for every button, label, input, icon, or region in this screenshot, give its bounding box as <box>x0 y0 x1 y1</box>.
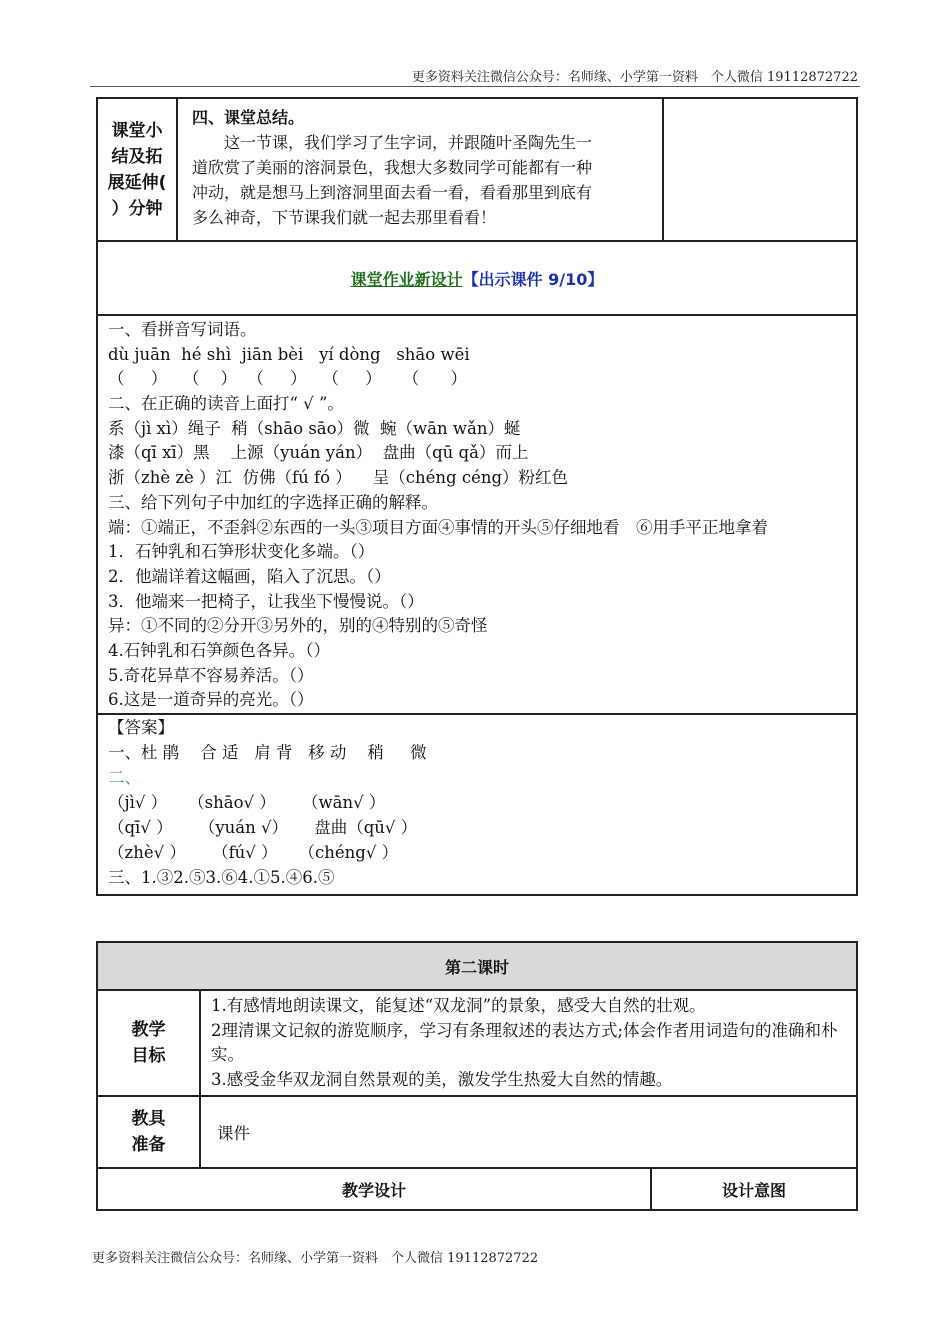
homework-title: 课堂作业新设计 <box>350 269 463 289</box>
goals-label-line: 教学 <box>131 1020 166 1040</box>
answer-line: 一、杜 鹃 合 适 肩 背 移 动 稍 微 <box>108 743 427 763</box>
answer-line: 三、1.③2.⑤3.⑥4.①5.④6.⑤ <box>108 868 335 888</box>
pinyin-line: dù juān hé shì jiān bèi yí dòng shāo wēi <box>108 344 470 364</box>
summary-label-line: 结及拓 <box>111 146 163 167</box>
goal-item: 2理清课文记叙的游览顺序，学习有条理叙述的表达方式;体会作者用词造句的准确和朴实。 <box>211 1020 838 1064</box>
goal-item: 1.有感情地朗读课文，能复述“双龙洞”的景象，感受大自然的壮观。 <box>211 996 706 1015</box>
summary-title: 四、课堂总结。 <box>192 108 305 127</box>
homework-title-row <box>97 241 857 315</box>
goal-item: 3.感受金华双龙洞自然景观的美，激发学生热爱大自然的情趣。 <box>211 1069 673 1089</box>
exercise-line: 漆（qī xī）黑 上源（yuán yán） 盘曲（qū qǎ）而上 <box>108 443 529 463</box>
courseware-tag: 【出示课件 9/10】 <box>462 269 604 289</box>
exercise-line: 6.这是一道奇异的亮光。（） <box>108 690 314 710</box>
summary-label-line: 展延伸( <box>107 172 167 193</box>
exercise-line: 端：①端正，不歪斜②东西的一头③项目方面④事情的开头⑤仔细地看 ⑥用手平正地拿着 <box>108 517 768 537</box>
intent-label: 设计意图 <box>651 1168 857 1210</box>
exercise-line: 一、看拼音写词语。 <box>108 320 257 339</box>
exercise-section <box>97 315 857 714</box>
tools-label-line: 准备 <box>131 1135 166 1155</box>
tools-label <box>97 1096 200 1168</box>
lesson-table-part2 <box>96 941 858 1211</box>
exercise-line: 系（jì xì）绳子 稍（shāo sāo）微 蜿（wān wǎn）蜒 <box>108 418 521 438</box>
summary-line: 道欣赏了美丽的溶洞景色，我想大多数同学可能都有一种 <box>192 158 593 177</box>
header-note: 更多资料关注微信公众号：名师缘、小学第一资料 个人微信 19112872722 <box>411 70 858 85</box>
answer-section <box>97 714 857 895</box>
exercise-line: 异：①不同的②分开③另外的，别的④特别的⑤奇怪 <box>108 616 488 636</box>
footer-note: 更多资料关注微信公众号：名师缘、小学第一资料 个人微信 19112872722 <box>92 1251 539 1266</box>
summary-notes-cell <box>663 98 857 241</box>
summary-line: 这一节课，我们学习了生字词，并跟随叶圣陶先生一 <box>192 133 593 152</box>
goals-label <box>97 990 200 1096</box>
summary-line: 多么神奇，下节课我们就一起去那里看看！ <box>192 208 497 227</box>
goals-content <box>200 990 857 1096</box>
answer-line: （qī√ ） （yuán √） 盘曲（qū√ ） <box>108 818 418 838</box>
exercise-line: 3．他端来一把椅子，让我坐下慢慢说。（） <box>108 591 424 611</box>
summary-content <box>177 98 663 241</box>
goals-label-line: 目标 <box>131 1046 166 1066</box>
tools-label-line: 教具 <box>131 1109 166 1129</box>
exercise-line: 5.奇花异草不容易养活。（） <box>108 665 314 685</box>
exercise-line: 2．他端详着这幅画，陷入了沉思。（） <box>108 566 391 586</box>
exercise-line: 浙（zhè zè ）江 仿佛（fú fó ） 呈（chéng céng）粉红色 <box>108 468 569 488</box>
answer-line: 二、 <box>108 768 141 788</box>
summary-label <box>97 98 177 241</box>
lesson2-heading: 第二课时 <box>97 942 857 990</box>
summary-line: 冲动，就是想马上到溶洞里面去看一看，看看那里到底有 <box>192 183 593 202</box>
exercise-line: 二、在正确的读音上面打“ √ ”。 <box>108 394 344 414</box>
blank-line: （ ） （ ） （ ） （ ） （ ） <box>108 369 468 389</box>
exercise-line: 三、给下列句子中加红的字选择正确的解释。 <box>108 492 438 512</box>
answer-heading: 【答案】 <box>108 718 174 738</box>
design-label: 教学设计 <box>97 1168 651 1210</box>
exercise-line: 4.石钟乳和石笋颜色各异。（） <box>108 640 330 660</box>
summary-label-line: 课堂小 <box>111 120 163 141</box>
answer-line: （jì√ ） （shāo√ ） （wān√ ） <box>108 793 386 813</box>
header-divider <box>90 86 860 87</box>
tools-content: 课件 <box>200 1096 857 1168</box>
summary-body <box>192 130 662 230</box>
summary-label-line: ）分钟 <box>111 198 163 219</box>
lesson-table-part1 <box>96 97 858 896</box>
answer-line: （zhè√ ） （fú√ ） （chéng√ ） <box>108 843 399 863</box>
exercise-line: 1．石钟乳和石笋形状变化多端。（） <box>108 542 375 562</box>
